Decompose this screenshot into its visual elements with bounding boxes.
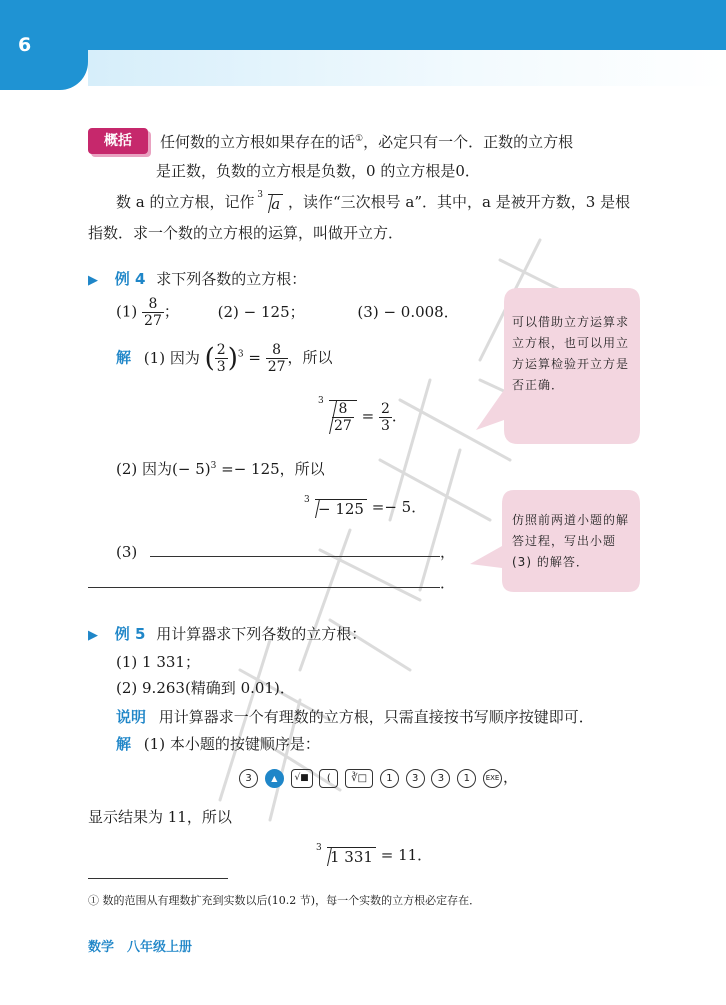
example5-item2: (2) 9.263(精确到 0.01)． — [116, 679, 295, 697]
footnote-mark: ① — [355, 134, 364, 144]
page-number: 6 — [18, 34, 32, 56]
solution3-line2: ． — [88, 572, 455, 593]
example5-title: ▶ 例 5 用计算器求下列各数的立方根： — [88, 625, 367, 643]
example5-item1: (1) 1 331； — [116, 653, 200, 671]
key-1-icon: 1 — [457, 769, 476, 788]
summary-line1: 任何数的立方根如果存在的话①，必定只有一个．正数的立方根 — [160, 133, 574, 151]
solution2-result: 3 − 125 =− 5． — [304, 494, 427, 518]
definition-line1: 数 a 的立方根，记作 3 a ，读作“三次根号 a”．其中，a 是被开方数，3 是根 — [116, 189, 631, 213]
footnote: ① 数的范围从有理数扩充到实数以后(10.2 节)，每一个实数的立方根必定存在． — [88, 894, 481, 907]
bubble1-text: 可以借助立方运算求立方根，也可以用立方运算检验开立方是否正确． — [512, 315, 630, 392]
summary-badge: 概括 — [88, 128, 148, 154]
summary-line2: 是正数，负数的立方根是负数，0 的立方根是0． — [156, 162, 480, 180]
example4-items: (1) $\frac{8}{27}$ ； (2) − 125； (3) − 0.008． — [116, 296, 459, 330]
key-paren-icon: ( — [319, 769, 338, 788]
answer-blank-2[interactable] — [88, 587, 440, 588]
key-exe-icon: EXE — [483, 769, 502, 788]
key-sequence: 3 ▲ √■ ( ∛□ 1 3 3 1 EXE ， — [238, 766, 518, 788]
example5-solution: 解 (1) 本小题的按键顺序是： — [116, 735, 320, 753]
triangle-icon: ▶ — [88, 628, 98, 643]
example4-title: ▶ 例 4 求下列各数的立方根： — [88, 270, 307, 288]
definition-line2: 指数．求一个数的立方根的运算，叫做开立方． — [88, 224, 404, 242]
header-stripe — [88, 50, 726, 86]
example5-note: 说明 用计算器求一个有理数的立方根，只需直接按书写顺序按键即可． — [116, 708, 594, 726]
book-title: 数学 八年级上册 — [88, 940, 193, 955]
key-cuberoot-icon: ∛□ — [345, 769, 373, 788]
solution2-line: (2) 因为(− 5)$^3$ =− 125，所以 — [116, 460, 325, 478]
fraction-8-27: $\frac{8}{27}$ — [144, 296, 162, 330]
footnote-rule — [88, 878, 228, 879]
solution1-result: 3 $\frac{8}{27}$ = $\frac{2}{3}$ ． — [318, 396, 407, 435]
result-text: 显示结果为 11，所以 — [88, 808, 232, 826]
key-shift-icon: ▲ — [265, 769, 284, 788]
key-sqrt-icon: √■ — [291, 769, 313, 788]
cube-root-a: 3 a — [259, 194, 283, 213]
header-bar — [0, 0, 726, 50]
solution3-line: (3) ， — [116, 543, 456, 561]
key-1-icon: 1 — [380, 769, 399, 788]
page-tab — [0, 0, 88, 90]
solution1-line: 解 (1) 因为 ( $\frac{2}{3}$ )$^3$ = $\frac{8}{27}$ ，所以 — [116, 342, 333, 376]
bubble2-text: 仿照前两道小题的解答过程，写出小题(3) 的解答． — [512, 513, 630, 569]
key-3-icon: 3 — [239, 769, 258, 788]
answer-blank-1[interactable] — [150, 556, 440, 557]
key-3-icon: 3 — [431, 769, 450, 788]
key-3-icon: 3 — [406, 769, 425, 788]
final-result: 3 1 331 = 11． — [316, 842, 433, 866]
triangle-icon: ▶ — [88, 273, 98, 288]
